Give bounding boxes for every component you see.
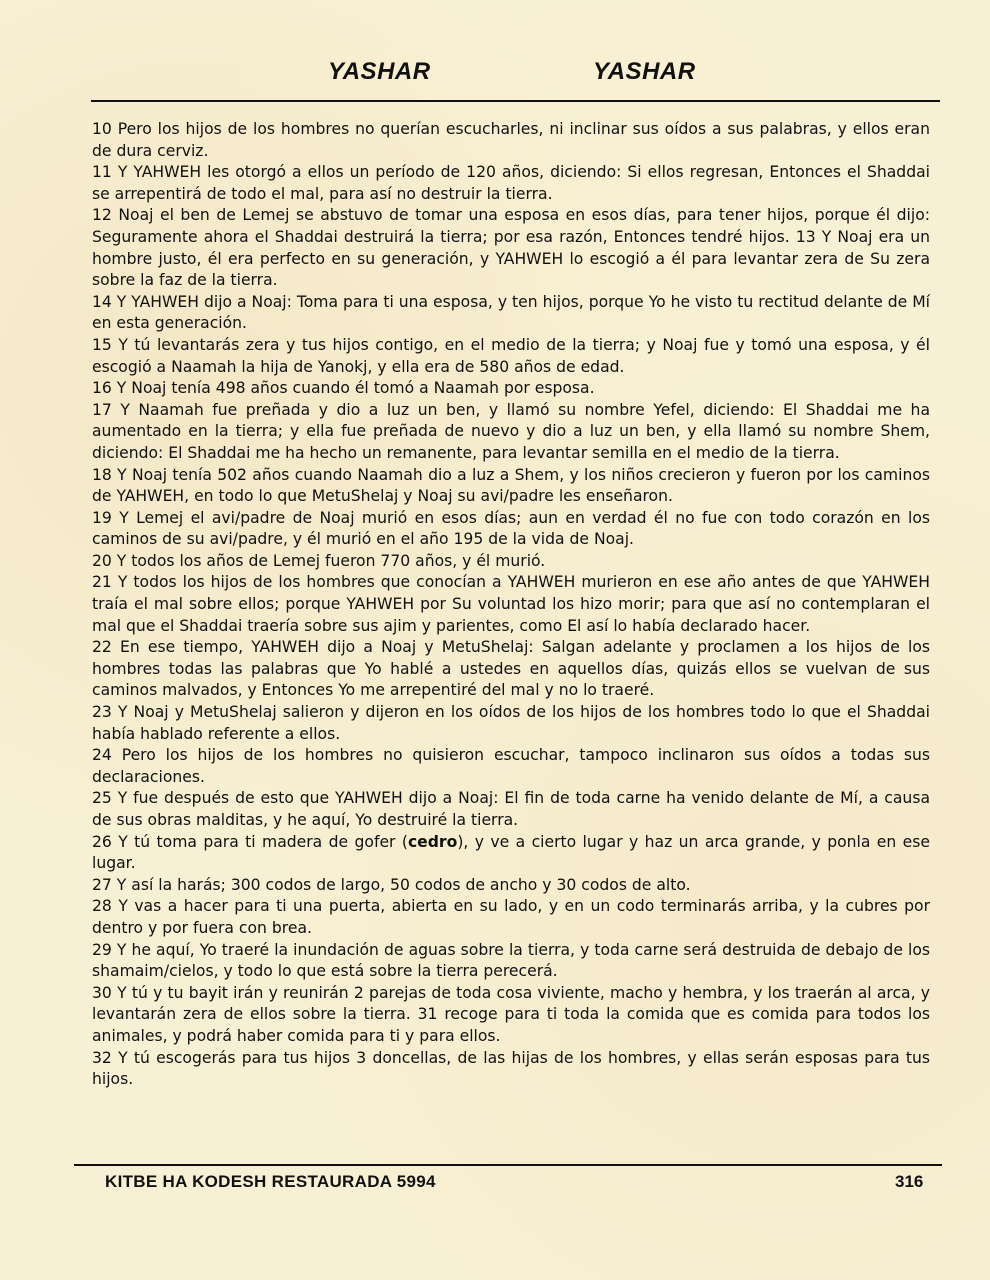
verse-paragraph: [92, 572, 930, 637]
verse-emphasis: cedro: [407, 832, 458, 851]
verse-text: 26 Y tú toma para ti madera de gofer (: [92, 832, 408, 851]
footer-book-title: KITBE HA KODESH RESTAURADA 5994: [105, 1172, 436, 1191]
verse-paragraph: [92, 335, 930, 378]
header-title-left: YASHAR: [328, 58, 431, 85]
verse-paragraph: [92, 378, 930, 400]
verse-list: [92, 119, 930, 1091]
verse-text: 23 Y Noaj y MetuShelaj salieron y dijeron en los oídos de los hijos de los hombres todo lo que el Shaddai había hablado referente a ellos.: [92, 703, 930, 743]
verse-paragraph: [92, 637, 930, 702]
verse-paragraph: [92, 875, 930, 897]
verse-text: 27 Y así la harás; 300 codos de largo, 50 codos de ancho y 30 codos de alto.: [92, 875, 691, 894]
verse-paragraph: [92, 896, 930, 939]
verse-text: 22 En ese tiempo, YAHWEH dijo a Noaj y MetuShelaj: Salgan adelante y proclamen a los hijos de los hombres todas las palabras que Yo hablé a ustedes en aquellos días, quizás ellos se vuelvan de sus caminos malvados, y Entonces Yo me arrepentiré del mal y no lo traeré.: [92, 638, 930, 700]
verse-paragraph: [92, 465, 930, 508]
verse-paragraph: [92, 508, 930, 551]
verse-text: 14 Y YAHWEH dijo a Noaj: Toma para ti una esposa, y ten hijos, porque Yo he visto tu rectitud delante de Mí en esta generación.: [92, 292, 930, 333]
verse-text: ), y ve a cierto lugar y haz un arca grande, y ponla en ese lugar.: [92, 832, 930, 873]
verse-text: 28 Y vas a hacer para ti una puerta, abierta en su lado, y en un codo terminarás arriba, y la cubres por dentro y por fuera con brea.: [92, 897, 930, 937]
verse-paragraph: [92, 940, 930, 983]
verse-text: 20 Y todos los años de Lemej fueron 770 años, y él murió.: [92, 551, 546, 570]
verse-paragraph: [92, 1048, 930, 1091]
verse-paragraph: [92, 400, 930, 465]
verse-text: 30 Y tú y tu bayit irán y reunirán 2 parejas de toda cosa viviente, macho y hembra, y los traerán al arca, y levantarán zera de ellos sobre la tierra. 31 recoge para ti toda la comida que es comida para todos los animales, y podrá haber comida para ti y para ellos.: [92, 983, 930, 1045]
verse-text: 18 Y Noaj tenía 502 años cuando Naamah dio a luz a Shem, y los niños crecieron y fueron por los caminos de YAHWEH, en todo lo que MetuShelaj y Noaj su avi/padre les enseñaron.: [92, 465, 930, 506]
verse-paragraph: [92, 162, 930, 205]
verse-text: 11 Y YAHWEH les otorgó a ellos un período de 120 años, diciendo: Si ellos regresan, Entonces el Shaddai se arrepentirá de todo el mal, para así no destruir la tierra.: [92, 163, 930, 203]
verse-text: 29 Y he aquí, Yo traeré la inundación de aguas sobre la tierra, y toda carne será destruida de debajo de los shamaim/cielos, y todo lo que está sobre la tierra perecerá.: [92, 940, 930, 981]
verse-text: 10 Pero los hijos de los hombres no querían escucharles, ni inclinar sus oídos a sus palabras, y ellos eran de dura cerviz.: [92, 120, 930, 160]
verse-paragraph: [92, 788, 930, 831]
verse-paragraph: [92, 745, 930, 788]
verse-paragraph: [92, 292, 930, 335]
page-number: 316: [895, 1172, 924, 1191]
verse-text: 16 Y Noaj tenía 498 años cuando él tomó a Naamah por esposa.: [92, 379, 595, 398]
verse-text: 32 Y tú escogerás para tus hijos 3 doncellas, de las hijas de los hombres, y ellas serán esposas para tus hijos.: [92, 1048, 930, 1089]
header-rule: [91, 100, 940, 102]
verse-text: 21 Y todos los hijos de los hombres que conocían a YAHWEH murieron en ese año antes de que YAHWEH traía el mal sobre ellos; porque YAHWEH por Su voluntad los hizo morir; para que así no contemplaran el mal que el Shaddai traería sobre sus ajim y parientes, como El así lo había declarado hacer.: [92, 573, 930, 635]
verse-text: 12 Noaj el ben de Lemej se abstuvo de tomar una esposa en esos días, para tener hijos, porque él dijo: Seguramente ahora el Shaddai destruirá la tierra; por esa razón, Entonces tendré hijos. 13 Y Noaj era un hombre justo, él era perfecto en su generación, y YAHWEH lo escogió a él para levantar zera de Su zera sobre la faz de la tierra.: [92, 206, 930, 290]
verse-paragraph: [92, 983, 930, 1048]
header-title-right: YASHAR: [593, 58, 696, 85]
verse-text: 15 Y tú levantarás zera y tus hijos contigo, en el medio de la tierra; y Noaj fue y tomó una esposa, y él escogió a Naamah la hija de Yanokj, y ella era de 580 años de edad.: [92, 335, 930, 376]
footer-rule: [74, 1164, 942, 1166]
verse-paragraph: [92, 702, 930, 745]
verse-paragraph: [92, 551, 930, 573]
verse-paragraph: [92, 832, 930, 875]
verse-paragraph: [92, 205, 930, 291]
verse-text: 24 Pero los hijos de los hombres no quisieron escuchar, tampoco inclinaron sus oídos a todas sus declaraciones.: [92, 746, 930, 786]
verse-text: 19 Y Lemej el avi/padre de Noaj murió en esos días; aun en verdad él no fue con todo corazón en los caminos de su avi/padre, y él murió en el año 195 de la vida de Noaj.: [92, 508, 930, 549]
verse-text: 17 Y Naamah fue preñada y dio a luz un ben, y llamó su nombre Yefel, diciendo: El Shaddai me ha aumentado en la tierra; y ella fue preñada de nuevo y dio a luz un ben, y ella llamó su nombre Shem, diciendo: El Shaddai me ha hecho un remanente, para levantar semilla en el medio de la tierra.: [92, 400, 930, 462]
verse-text: 25 Y fue después de esto que YAHWEH dijo a Noaj: El fin de toda carne ha venido delante de Mí, a causa de sus obras malditas, y he aquí, Yo destruiré la tierra.: [92, 789, 930, 829]
page-header: [0, 58, 990, 92]
verse-paragraph: [92, 119, 930, 162]
